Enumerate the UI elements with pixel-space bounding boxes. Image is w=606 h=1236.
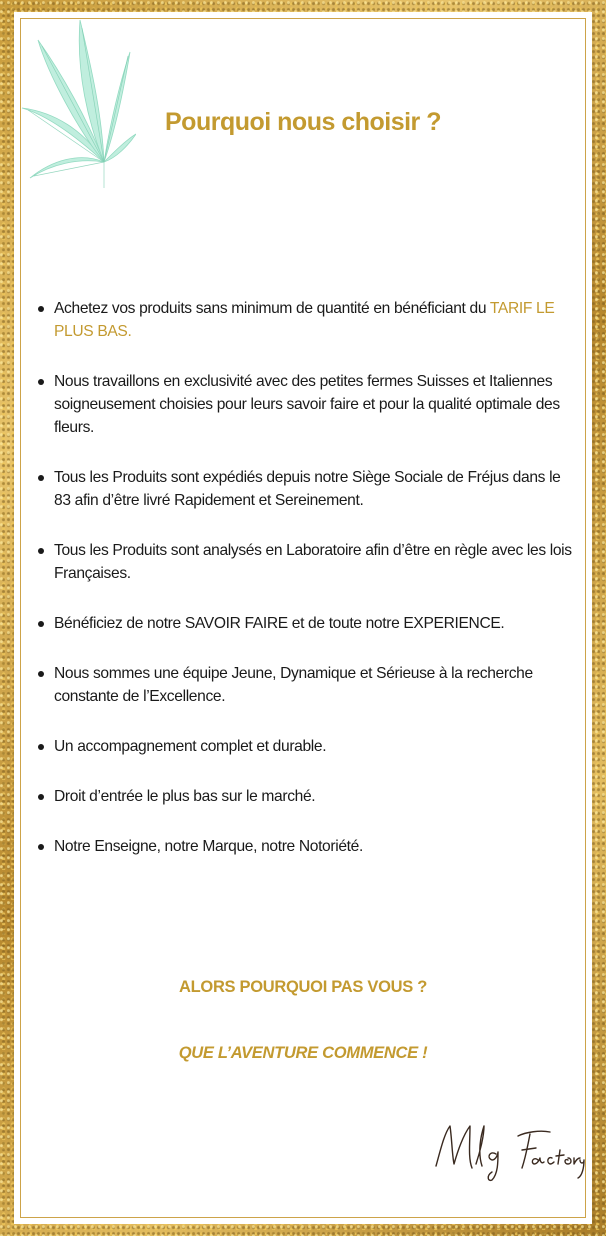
bullet-icon [38, 306, 44, 312]
reason-text: Droit d’entrée le plus bas sur le marché. [54, 788, 316, 805]
bullet-icon [38, 548, 44, 554]
reasons-list [24, 297, 576, 885]
reason-text: Tous les Produits sont expédiés depuis notre Siège Sociale de Fréjus dans le 83 afin d’être livré Rapidement et Sereinement. [54, 469, 561, 509]
reason-text: Notre Enseigne, notre Marque, notre Notoriété. [54, 838, 363, 855]
list-item [24, 662, 576, 708]
bullet-icon [38, 379, 44, 385]
reason-text: Un accompagnement complet et durable. [54, 738, 327, 755]
bullet-icon [38, 475, 44, 481]
list-item [24, 370, 576, 439]
list-item [24, 466, 576, 512]
list-item [24, 612, 576, 635]
content-panel [14, 12, 592, 1224]
bullet-icon [38, 621, 44, 627]
bullet-icon [38, 671, 44, 677]
reason-text: Achetez vos produits sans minimum de quantité en bénéficiant du [54, 300, 490, 317]
hemp-leaf-icon [18, 12, 136, 188]
page-title: Pourquoi nous choisir ? [165, 108, 441, 136]
reason-text: Nous sommes une équipe Jeune, Dynamique et Sérieuse à la recherche constante de l’Excellence. [54, 665, 533, 705]
list-item [24, 735, 576, 758]
list-item [24, 539, 576, 585]
list-item [24, 835, 576, 858]
list-item [24, 297, 576, 343]
bullet-icon [38, 844, 44, 850]
reason-text: Bénéficiez de notre SAVOIR FAIRE et de toute notre EXPERIENCE. [54, 615, 505, 632]
cta-primary: ALORS POURQUOI PAS VOUS ? [179, 978, 427, 996]
reason-highlight: TARIF LE PLUS BAS. [54, 300, 555, 340]
cta-secondary: QUE L’AVENTURE COMMENCE ! [178, 1044, 428, 1062]
bullet-icon [38, 794, 44, 800]
bullet-icon [38, 744, 44, 750]
signature-logo [426, 1114, 586, 1186]
reason-text: Nous travaillons en exclusivité avec des petites fermes Suisses et Italiennes soigneusement choisies pour leurs savoir faire et pour la qualité optimale des fleurs. [54, 373, 560, 436]
list-item [24, 785, 576, 808]
reason-text: Tous les Produits sont analysés en Laboratoire afin d’être en règle avec les lois Françaises. [54, 542, 572, 582]
